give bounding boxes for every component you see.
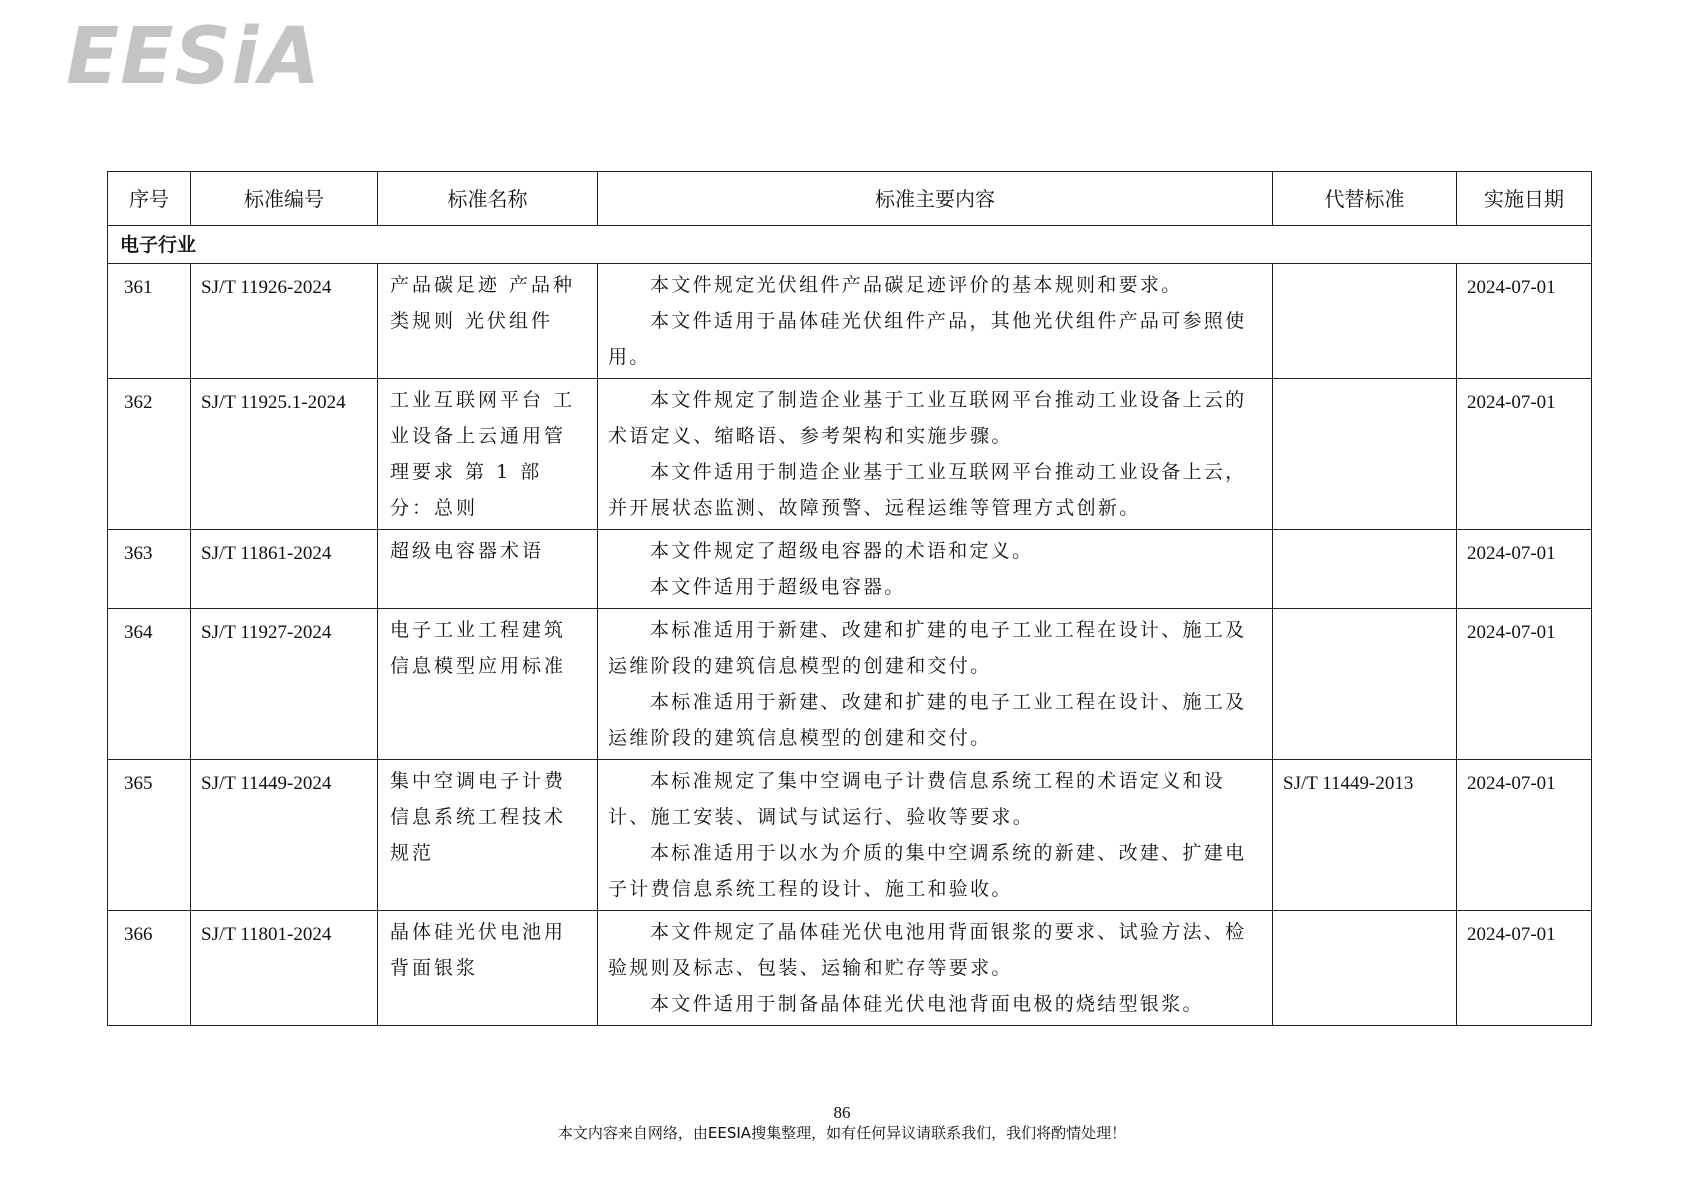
table-row xyxy=(108,379,1592,530)
header-seq: 序号 xyxy=(108,172,191,226)
content-paragraph: 本文件适用于制备晶体硅光伏电池背面电极的烧结型银浆。 xyxy=(650,993,1204,1015)
row-main-content xyxy=(598,379,1273,530)
row-standard-name: 产品碳足迹 产品种类规则 光伏组件 xyxy=(378,264,598,379)
row-effective-date: 2024-07-01 xyxy=(1457,264,1592,379)
table-row xyxy=(108,609,1592,760)
header-replaces: 代替标准 xyxy=(1273,172,1457,226)
content-paragraph: 本文件适用于制造企业基于工业互联网平台推动工业设备上云，并开展状态监测、故障预警、远程运维等管理方式创新。 xyxy=(608,461,1247,519)
content-paragraph: 本文件规定光伏组件产品碳足迹评价的基本规则和要求。 xyxy=(650,274,1183,296)
row-standard-code: SJ/T 11861-2024 xyxy=(191,530,378,609)
row-main-content xyxy=(598,760,1273,911)
page-number: 86 xyxy=(833,1103,851,1122)
row-standard-name: 集中空调电子计费信息系统工程技术规范 xyxy=(378,760,598,911)
row-standard-name: 电子工业工程建筑信息模型应用标准 xyxy=(378,609,598,760)
row-seq: 362 xyxy=(108,379,191,530)
row-main-content xyxy=(598,911,1273,1026)
content-paragraph: 本标准规定了集中空调电子计费信息系统工程的术语定义和设计、施工安装、调试与试运行、验收等要求。 xyxy=(608,770,1226,828)
row-seq: 366 xyxy=(108,911,191,1026)
row-main-content xyxy=(598,264,1273,379)
table-row xyxy=(108,264,1592,379)
content-paragraph: 本文件规定了制造企业基于工业互联网平台推动工业设备上云的术语定义、缩略语、参考架构和实施步骤。 xyxy=(608,389,1247,447)
section-title: 电子行业 xyxy=(108,226,1592,264)
row-effective-date: 2024-07-01 xyxy=(1457,379,1592,530)
row-replaced-standard xyxy=(1273,379,1457,530)
content-paragraph: 本文件规定了超级电容器的术语和定义。 xyxy=(650,540,1034,562)
content-paragraph: 本标准适用于以水为介质的集中空调系统的新建、改建、扩建电子计费信息系统工程的设计、施工和验收。 xyxy=(608,842,1247,900)
row-replaced-standard: SJ/T 11449-2013 xyxy=(1273,760,1457,911)
row-standard-code: SJ/T 11801-2024 xyxy=(191,911,378,1026)
content-paragraph: 本标准适用于新建、改建和扩建的电子工业工程在设计、施工及运维阶段的建筑信息模型的创建和交付。 xyxy=(608,691,1247,749)
content-paragraph: 本文件适用于晶体硅光伏组件产品，其他光伏组件产品可参照使用。 xyxy=(608,310,1247,368)
standards-table xyxy=(107,171,1592,1026)
content-paragraph: 本文件适用于超级电容器。 xyxy=(650,576,906,598)
row-replaced-standard xyxy=(1273,264,1457,379)
row-effective-date: 2024-07-01 xyxy=(1457,760,1592,911)
row-standard-code: SJ/T 11449-2024 xyxy=(191,760,378,911)
footer-note: 本文内容来自网络，由EESIA搜集整理，如有任何异议请联系我们，我们将酌情处理！ xyxy=(557,1124,1127,1142)
eesia-logo: EESiA xyxy=(66,12,321,102)
row-standard-code: SJ/T 11925.1-2024 xyxy=(191,379,378,530)
table-row xyxy=(108,911,1592,1026)
row-effective-date: 2024-07-01 xyxy=(1457,609,1592,760)
row-seq: 365 xyxy=(108,760,191,911)
row-standard-name: 晶体硅光伏电池用背面银浆 xyxy=(378,911,598,1026)
row-replaced-standard xyxy=(1273,911,1457,1026)
row-replaced-standard xyxy=(1273,609,1457,760)
header-date: 实施日期 xyxy=(1457,172,1592,226)
row-seq: 363 xyxy=(108,530,191,609)
header-content: 标准主要内容 xyxy=(598,172,1273,226)
row-standard-code: SJ/T 11927-2024 xyxy=(191,609,378,760)
content-paragraph: 本文件规定了晶体硅光伏电池用背面银浆的要求、试验方法、检验规则及标志、包装、运输和贮存等要求。 xyxy=(608,921,1247,979)
table-header-row xyxy=(108,172,1592,226)
row-seq: 364 xyxy=(108,609,191,760)
row-standard-name: 工业互联网平台 工业设备上云通用管理要求 第 1 部分：总则 xyxy=(378,379,598,530)
row-effective-date: 2024-07-01 xyxy=(1457,911,1592,1026)
row-main-content xyxy=(598,609,1273,760)
section-row xyxy=(108,226,1592,264)
row-seq: 361 xyxy=(108,264,191,379)
row-standard-code: SJ/T 11926-2024 xyxy=(191,264,378,379)
table-row xyxy=(108,760,1592,911)
row-replaced-standard xyxy=(1273,530,1457,609)
content-paragraph: 本标准适用于新建、改建和扩建的电子工业工程在设计、施工及运维阶段的建筑信息模型的创建和交付。 xyxy=(608,619,1247,677)
header-code: 标准编号 xyxy=(191,172,378,226)
row-effective-date: 2024-07-01 xyxy=(1457,530,1592,609)
row-standard-name: 超级电容器术语 xyxy=(378,530,598,609)
table-row xyxy=(108,530,1592,609)
header-name: 标准名称 xyxy=(378,172,598,226)
row-main-content xyxy=(598,530,1273,609)
